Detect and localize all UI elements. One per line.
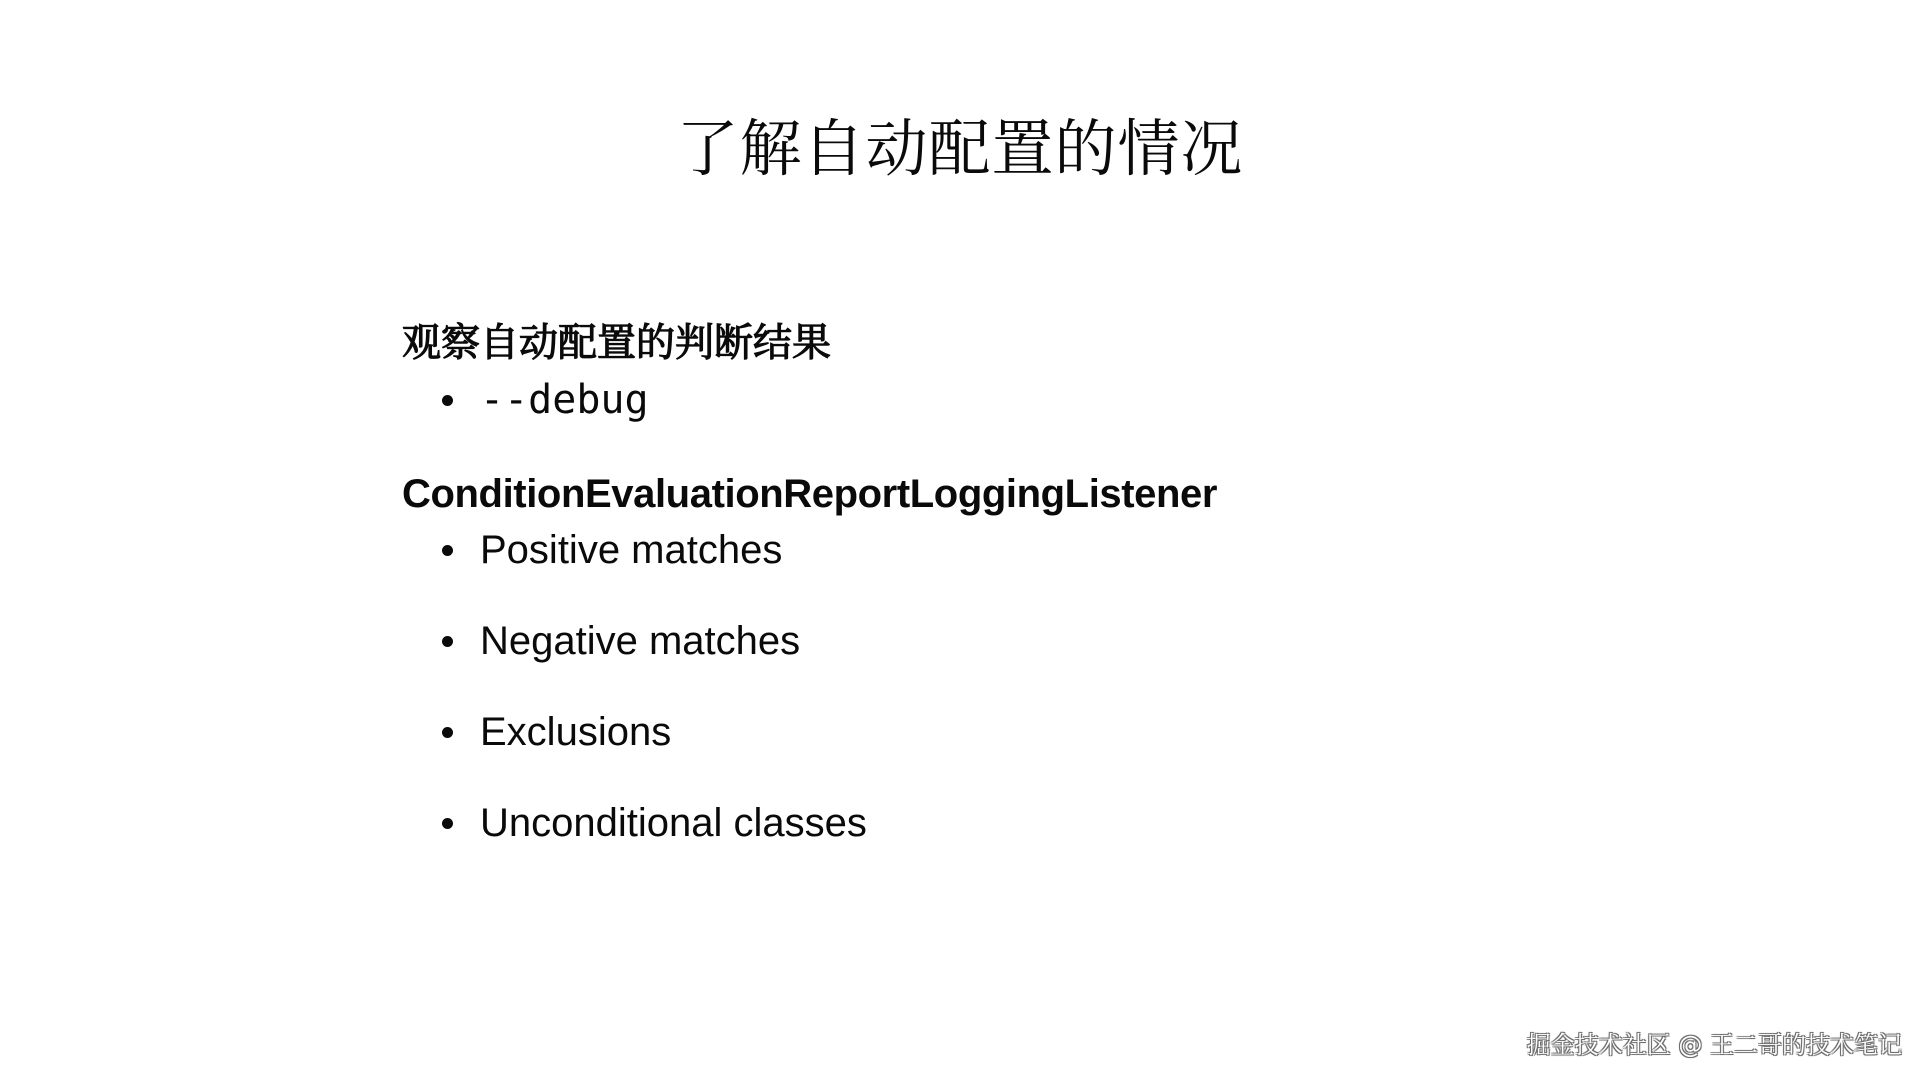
- section-heading-observe: 观察自动配置的判断结果: [402, 321, 832, 366]
- bullet-list-debug: [402, 372, 1602, 428]
- list-item: [402, 522, 1602, 578]
- list-item-text: Negative matches: [480, 619, 801, 663]
- list-item-text: Unconditional classes: [480, 801, 867, 845]
- section-heading-listener: ConditionEvaluationReportLoggingListener: [402, 472, 1218, 516]
- list-item: [402, 372, 1602, 428]
- bullet-icon: [442, 545, 453, 556]
- list-item: [402, 613, 1602, 669]
- slide-title: 了解自动配置的情况: [676, 112, 1244, 185]
- bullet-icon: [442, 636, 453, 647]
- bullet-list-report: [402, 522, 1602, 851]
- bullet-icon: [442, 395, 453, 406]
- bullet-icon: [442, 818, 453, 829]
- list-item: [402, 795, 1602, 851]
- list-item-text: --debug: [480, 377, 649, 423]
- list-item-text: Positive matches: [480, 528, 783, 572]
- slide-content: [402, 316, 1602, 886]
- bullet-icon: [442, 727, 453, 738]
- watermark: 掘金技术社区 @ 王二哥的技术笔记: [1526, 1031, 1902, 1059]
- list-item: [402, 704, 1602, 760]
- list-item-text: Exclusions: [480, 710, 672, 754]
